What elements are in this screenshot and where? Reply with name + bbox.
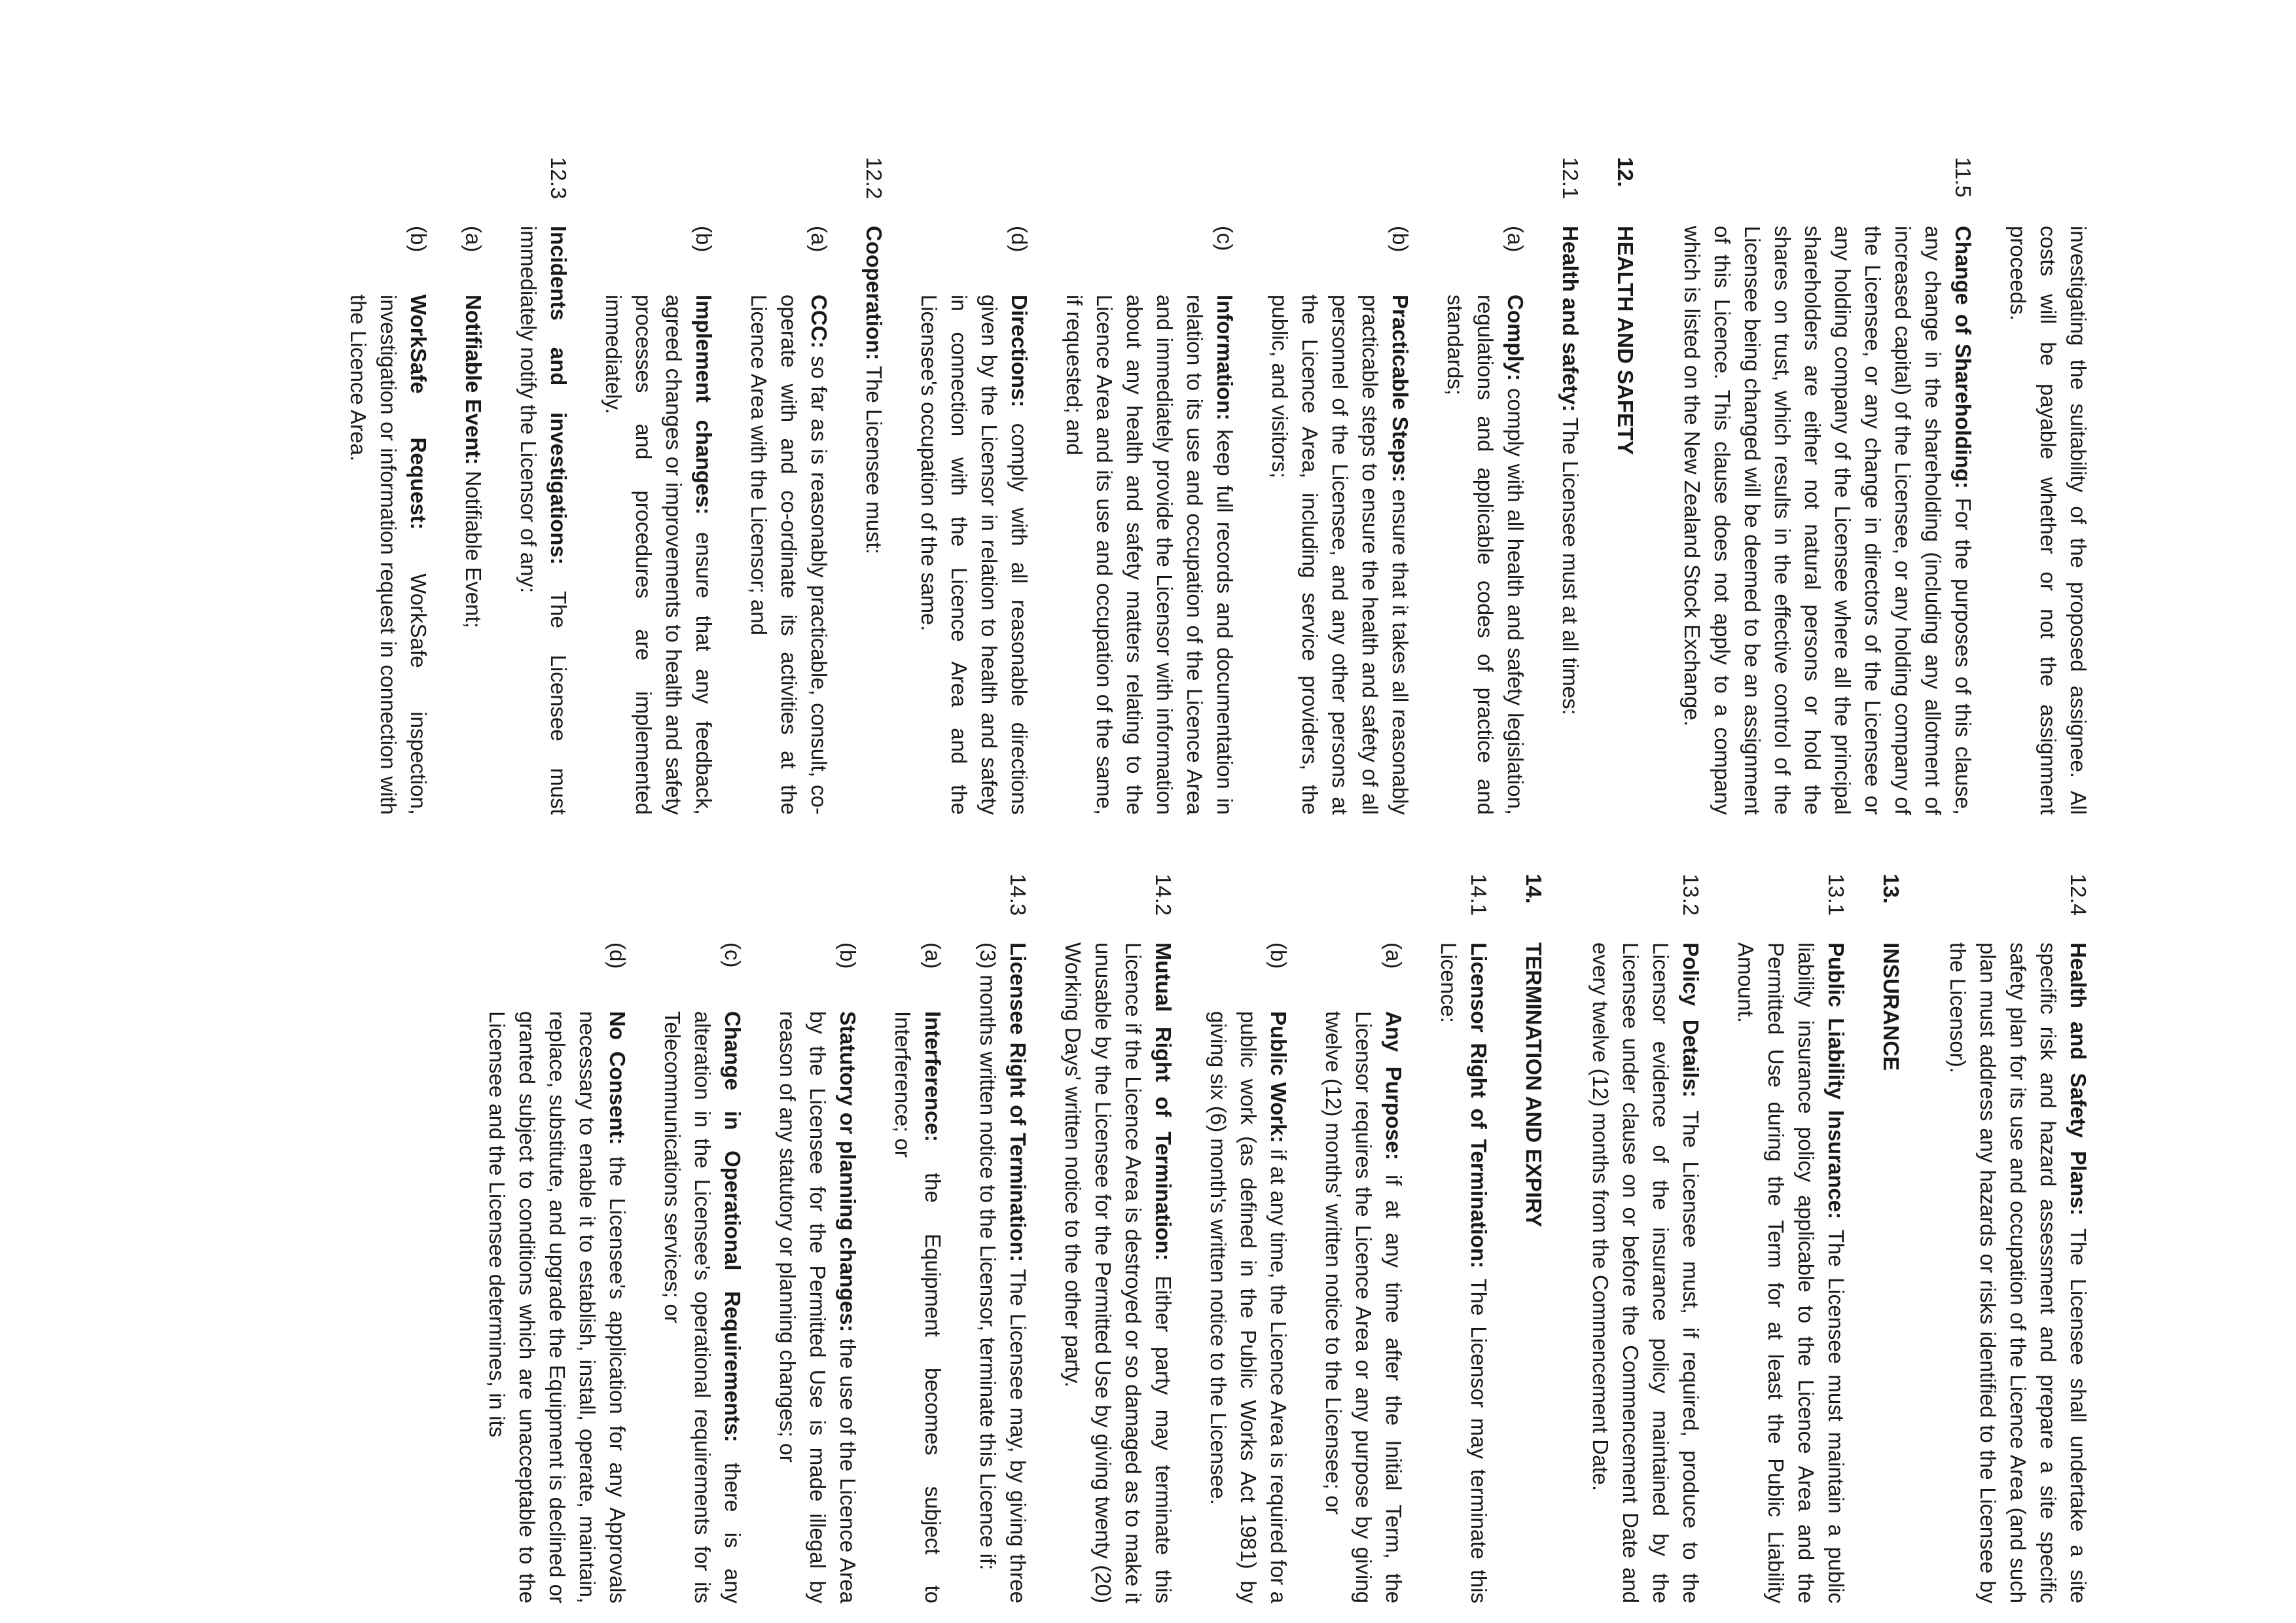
subitem-text: so far as is reasonably practicable, consult, co-operate with and co-ordinate its activities at the Licence Area with the Licensor; and	[747, 294, 831, 815]
subitem-marker: (b)	[1388, 226, 1412, 253]
subitem-marker: (b)	[406, 226, 431, 253]
subitem-label: WorkSafe Request:	[406, 294, 431, 530]
clause-12-2	[859, 157, 889, 815]
subitem-marker: (a)	[807, 226, 831, 253]
clause-label: Incidents and investigations:	[547, 226, 571, 565]
clause-12-1	[1555, 157, 1585, 815]
subitem-text: ensure that it takes all reasonably practicable steps to ensure the health and safety of all personnel of the Licensee, and any other persons at the Licence Area, including service providers, the public, and visitors;	[1268, 294, 1412, 815]
subitem-b	[1265, 157, 1415, 815]
clause-label: Change of Shareholding:	[1951, 226, 1975, 489]
subitem-a	[744, 157, 834, 815]
clause-label: Policy Details:	[1679, 942, 1703, 1097]
subitem-label: Information:	[1213, 294, 1237, 421]
subitem-a	[1318, 874, 1408, 1603]
subitem-marker: (d)	[605, 942, 630, 969]
clause-14-2	[1058, 874, 1178, 1603]
clause-label: Health and safety:	[1558, 226, 1583, 412]
clause-text: The Licensee must, if required, produce to the Licensor evidence of the insurance policy maintained by the Licensee under clause on or before the Commencement Date and every twelve (12) months from the Commencement Date.	[1588, 942, 1703, 1604]
clause-14-3	[973, 874, 1033, 1603]
clause-text: The Licensee must at all times:	[1558, 417, 1583, 715]
clause-13-1	[1731, 874, 1851, 1603]
subitem-text: if at any time, the Licence Area is required for a public work (as defined in the Public Works Act 1981) by giving six (6) month's written notice to the Licensee.	[1206, 1011, 1291, 1603]
clause-number: 14.1	[1467, 874, 1491, 916]
clause-label: Public Liability Insurance:	[1824, 942, 1848, 1220]
subitem-label: Public Work:	[1266, 1011, 1291, 1143]
clause-number: 12.2	[862, 157, 886, 200]
subitem-label: Change in Operational Requirements:	[721, 1011, 745, 1442]
subitem-marker: (a)	[461, 226, 486, 253]
clause-14-1	[1433, 874, 1494, 1603]
subitem-text: comply with all health and safety legislation, regulations and applicable codes of practice and standards;	[1443, 294, 1528, 815]
subitem-marker: (d)	[1007, 226, 1031, 253]
para-continuation-11-4	[2003, 226, 2093, 815]
clause-label: Mutual Right of Termination:	[1151, 942, 1175, 1261]
clause-number: 12.4	[2066, 874, 2090, 916]
subitem-text: the Equipment becomes subject to Interference; or	[891, 1011, 945, 1603]
subitem-b	[598, 157, 719, 815]
clause-text: For the purposes of this clause, any change in the shareholding (including any allotment of increased capital) of the Licensee, or any holding company of the Licensee, or any change in directors of the Licensee or any holding company of the Licensee where all the principal shareholders are either not natural persons or hold the shares on trust, which results in the effective control of the Licensee being changed will be deemed to be an assignment of this Licence. This clause does not apply to a company which is listed on the New Zealand Stock Exchange.	[1680, 226, 1975, 815]
column-2	[482, 874, 2093, 1603]
subitem-marker: (a)	[1382, 942, 1406, 969]
clause-number: 14.3	[1006, 874, 1030, 916]
clause-number: 11.5	[1951, 157, 1975, 198]
subitem-label: Directions:	[1007, 294, 1031, 408]
subitem-c	[1059, 157, 1240, 815]
clause-label: Health and Safety Plans:	[2066, 942, 2090, 1216]
subitem-label: Comply:	[1503, 294, 1528, 381]
section-title: INSURANCE	[1879, 942, 1903, 1071]
subitem-marker: (a)	[1503, 226, 1528, 253]
subitem-d	[914, 157, 1034, 815]
subitem-text: comply with all reasonable directions given by the Licensor in relation to health and safety in connection with the Licence Area and the Licensee's occupation of the same.	[917, 294, 1031, 815]
clause-text: The Licensee must:	[862, 365, 886, 554]
subitem-label: Notifiable Event:	[461, 294, 486, 465]
clause-label: Cooperation:	[862, 226, 886, 361]
subitem-label: Any Purpose:	[1382, 1011, 1406, 1160]
column-1	[343, 157, 2093, 815]
subitem-text: the Licensee's application for any Approvals necessary to enable it to establish, install, operate, maintain, replace, substitute, and upgrade the Equipment is declined or granted subject to conditions which are unacceptable to the Licensee and the Licensee determines, in its	[485, 1011, 630, 1603]
section-13	[1876, 874, 1906, 1603]
clause-11-5	[1677, 157, 1978, 815]
clause-text: Either party may terminate this Licence if the Licence Area is destroyed or so damaged as to make it unusable by the Licensee for the Permitted Use by giving twenty (20) Working Days' written notice to the other party.	[1061, 942, 1175, 1603]
section-14	[1518, 874, 1549, 1603]
subitem-label: Interference:	[921, 1011, 945, 1142]
clause-text: The Licensee shall undertake a site specific risk and hazard assessment and prepare a site specific safety plan for its use and occupation of the Licence Area (and such plan must address any hazards or risks identified to the Licensee by the Licensor).	[1946, 942, 2090, 1604]
subitem-marker: (b)	[836, 942, 860, 969]
subitem-text: if at any time after the Initial Term, the Licensor requires the Licence Area or any purpose by giving twelve (12) months' written notice to the Licensee; or	[1321, 1011, 1406, 1603]
subitem-text: Notifiable Event;	[461, 471, 486, 628]
subitem-marker: (c)	[721, 942, 745, 968]
subitem-a	[458, 157, 488, 815]
subitem-label: Practicable Steps:	[1388, 294, 1412, 483]
clause-number: 14.2	[1151, 874, 1175, 916]
clause-text: The Licensee may, by giving three (3) months written notice to the Licensor, terminate this Licence if:	[976, 942, 1030, 1604]
subitem-a	[1440, 157, 1530, 815]
subitem-text: there is any alteration in the Licensee's operational requirements for its Telecommunications services; or	[660, 1011, 745, 1604]
para-text: investigating the suitability of the proposed assignee. All costs will be payable whether or not the assignment proceeds.	[2006, 226, 2090, 815]
subitem-a	[888, 874, 948, 1603]
subitem-c	[657, 874, 747, 1603]
section-number numcol: 13.	[1879, 874, 1903, 904]
subitem-b	[1203, 874, 1293, 1603]
clause-12-3	[513, 157, 573, 815]
clause-text: The Licensee must immediately notify the Licensor of any:	[516, 226, 571, 815]
subitem-text: WorkSafe inspection, investigation or information request in connection with the Licence Area.	[346, 294, 431, 815]
subitem-text: the use of the Licence Area by the Licensee for the Permitted Use is made illegal by reason of any statutory or planning changes; or	[776, 1011, 860, 1604]
subitem-label: No Consent:	[605, 1011, 630, 1145]
clause-label: Licensee Right of Termination:	[1006, 942, 1030, 1262]
section-title: HEALTH AND SAFETY	[1613, 226, 1638, 455]
subitem-marker: (b)	[1266, 942, 1291, 969]
clause-text: The Licensee must maintain a public liability insurance policy applicable to the Licence Area and the Permitted Use during the Term for at least the Public Liability Amount.	[1734, 942, 1848, 1603]
clause-12-4	[1943, 874, 2093, 1603]
subitem-label: Implement changes:	[692, 294, 716, 515]
subitem-d	[482, 874, 632, 1603]
clause-number: 13.1	[1824, 874, 1848, 916]
subitem-text: ensure that any feedback, agreed changes or improvements to health and safety processes and procedures are implemented immediately.	[601, 294, 716, 815]
subitem-text: keep full records and documentation in relation to its use and occupation of the Licence Area and immediately provide the Licensor with information about any health and safety matters relating to the Licence Area and its use and occupation of the same, if requested; and	[1062, 294, 1237, 815]
section-12	[1610, 157, 1640, 815]
section-title: TERMINATION AND EXPIRY	[1522, 942, 1546, 1228]
subitem-marker: (c)	[1213, 226, 1237, 251]
subitem-label: Statutory or planning changes:	[836, 1011, 860, 1332]
clause-number: 12.3	[547, 157, 571, 200]
subitem-b	[343, 157, 433, 815]
subitem-marker: (a)	[921, 942, 945, 969]
section-number numcol: 12.	[1613, 157, 1638, 187]
subitem-label: CCC:	[807, 294, 831, 349]
subitem-marker: (b)	[692, 226, 716, 253]
clause-text: The Licensor may terminate this Licence:	[1437, 942, 1491, 1603]
clause-number: 12.1	[1558, 157, 1583, 200]
clause-label: Licensor Right of Termination:	[1467, 942, 1491, 1269]
section-number numcol: 14.	[1522, 874, 1546, 904]
clause-13-2	[1585, 874, 1706, 1603]
clause-number: 13.2	[1679, 874, 1703, 916]
subitem-b	[772, 874, 863, 1603]
